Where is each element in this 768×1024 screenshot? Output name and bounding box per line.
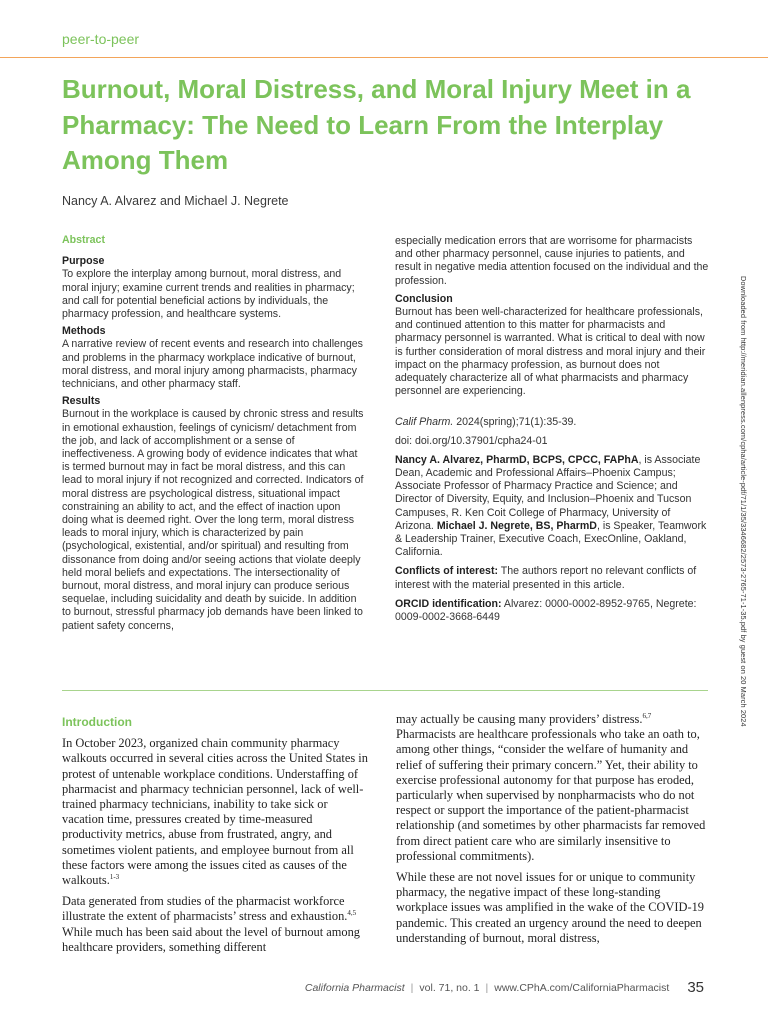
abstract-left-column <box>62 234 368 633</box>
intro-p2-text: Data generated from studies of the pharmacist workforce illustrate the extent of pharmacists’ stress and exhaustion. <box>62 894 348 924</box>
conflicts-text: The authors report no relevant conflicts of interest with the material presented in this article. <box>395 565 697 591</box>
page-number: 35 <box>687 979 704 996</box>
intro-p3-start: may actually be causing many providers’ distress. <box>396 712 643 726</box>
download-watermark: Downloaded from http://meridian.allenpress.com/cpha/article-pdf/71/1/35/3346682/2573-2765-71-1-35.pdf by guest on 20 March 2024 <box>739 276 748 727</box>
footer-separator: | <box>410 982 414 994</box>
citation-details: 2024(spring);71(1):35-39. <box>453 416 577 429</box>
footer-separator: | <box>485 982 489 994</box>
article-title: Burnout, Moral Distress, and Moral Injury Meet in a Pharmacy: The Need to Learn From the Interplay Among Them <box>62 74 691 175</box>
conclusion-text: Burnout has been well-characterized for healthcare professionals, and continued attention to this matter for pharmacists and pharmacy personnel is warranted. What is critical to deal with now is further consideration of moral distress and moral injury and their impact on the pharmacy profession, as burnout does not adequately characterize all of what pharmacists and pharmacy personnel are experiencing. <box>395 306 706 398</box>
orcid-statement <box>395 598 709 624</box>
conflicts-statement <box>395 565 709 591</box>
intro-paragraph-4: While these are not novel issues for or unique to community pharmacy, the negative impact of these long-standing workplace issues was amplified in the wake of the COVID-19 pandemic. This created an urgency around the need to deepen understanding of burnout, moral distress, <box>396 870 704 945</box>
results-continued: especially medication errors that are worrisome for pharmacists and other pharmacy personnel, cause injuries to patients, and result in negative media attention focused on the individual and the profession. <box>395 235 709 287</box>
purpose-text: To explore the interplay among burnout, moral distress, and moral injury; examine current trends and realities in pharmacy; and call for potential beneficial actions by individuals, the pharmacy profession, and healthcare systems. <box>62 268 355 321</box>
citation-ref: 1-3 <box>109 872 120 881</box>
intro-p1-text: In October 2023, organized chain community pharmacy walkouts occurred in several cities across the United States in protest of untenable workplace conditions. Understaffing of pharmacist and pharmacy technician personnel, lack of well-trained pharmacy technicians, inability to take sick or vacation time, pressures created by time-measured productivity metrics, abuse from frustrated, angry, and sometimes violent patients, and employee burnout from all these factors were among the issues cited as causes of the walkouts. <box>62 736 368 888</box>
orcid-text: Alvarez: 0000-0002-8952-9765, Negrete: 0009-0002-3668-6449 <box>395 597 697 624</box>
abstract-right-column <box>395 235 709 624</box>
author2-bio: , is Speaker, Teamwork & Leadership Trainer, Executive Coach, ExecOnline, Oakland, California. <box>395 519 707 559</box>
page-footer <box>305 979 704 996</box>
footer-journal: California Pharmacist <box>304 982 405 994</box>
intro-p3-rest: Pharmacists are healthcare professionals who take an oath to, among other things, “consider the welfare of humanity and relief of suffering their primary concern.” Yet, their ability to exercise professional autonomy for that purpose has eroded, particularly when supervised by nonpharmacists who do not respect or support the importance of the patient-pharmacist relationship (and sometimes by other pharmacists far removed from direct patient care who are similarly insensitive to professional commitments). <box>396 727 706 863</box>
abstract-heading: Abstract <box>62 234 105 246</box>
intro-right-column <box>396 712 710 952</box>
author-bios <box>395 454 709 560</box>
intro-p2-cont: While much has been said about the level of burnout among healthcare providers, something different <box>62 924 360 954</box>
section-label: peer-to-peer <box>62 31 140 47</box>
author1-bio: , is Associate Dean, Academic and Professional Affairs–Phoenix Campus; Associate Professor of Pharmacy Practice and Science; and Director of Diversity, Equity, and Inclusion–Phoenix and Tucson Campuses, R. Ken Coit College of Pharmacy, University of Arizona. <box>395 453 701 532</box>
orcid-label: ORCID identification: <box>395 597 502 610</box>
conclusion-heading: Conclusion <box>395 292 453 305</box>
methods-heading: Methods <box>62 325 106 338</box>
citation-ref: 6,7 <box>642 711 652 720</box>
author1-name: Nancy A. Alvarez, PharmD, BCPS, CPCC, FAPhA <box>395 453 639 466</box>
purpose-heading: Purpose <box>62 255 105 268</box>
introduction-heading: Introduction <box>62 715 132 729</box>
methods-text: A narrative review of recent events and research into challenges and problems in the pharmacy workplace indicative of burnout, moral distress, and moral injury among pharmacists, pharmacy technicians, and other pharmacy staff. <box>62 338 363 391</box>
footer-url[interactable]: www.CPhA.com/CaliforniaPharmacist <box>494 982 670 994</box>
author2-name: Michael J. Negrete, BS, PharmD <box>436 519 597 532</box>
citation <box>395 416 709 429</box>
section-divider <box>62 690 708 691</box>
author-line: Nancy A. Alvarez and Michael J. Negrete <box>62 194 289 208</box>
intro-paragraph-3 <box>396 712 710 864</box>
doi[interactable]: doi: doi.org/10.37901/cpha24-01 <box>395 434 548 447</box>
citation-journal: Calif Pharm. <box>395 416 454 429</box>
conflicts-label: Conflicts of interest: <box>395 565 498 578</box>
results-text: Burnout in the workplace is caused by chronic stress and results in emotional exhaustion, feelings of cynicism/ detachment from the job, and lack of accomplishment or a sense of ineffectiveness. A growing body of evidence indicates that what is termed burnout may in fact be moral distress, and this can lead to moral injury if not recognized and corrected. Indicators of moral distress are psychological distress, situational impact constraining an ability to act, and the effect of inaction upon doing what is deemed right. Over the long term, moral distress leads to moral injury, which is characterized by pain (psychological, existential, and/or spiritual) and resulting from dissonance from doing and/or seeing actions that violate deeply held moral beliefs and expectations. The intersectionality of burnout, moral distress, and moral injury can produce serious sequelae, including suicidality and death by suicide. In addition to burnout, stressful pharmacy job demands have been linked to patient safety concerns, <box>62 408 364 632</box>
intro-paragraph-1 <box>62 736 372 888</box>
citation-ref: 4,5 <box>347 909 357 918</box>
intro-paragraph-2 <box>62 894 372 955</box>
intro-left-column <box>62 715 372 961</box>
results-heading: Results <box>62 395 101 408</box>
footer-volume: vol. 71, no. 1 <box>419 982 480 994</box>
header-divider <box>0 57 768 58</box>
